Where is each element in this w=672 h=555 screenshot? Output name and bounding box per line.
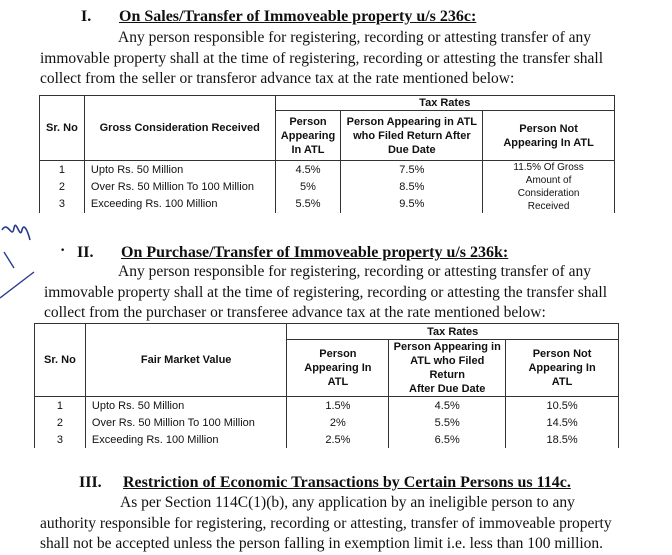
cell-late-filer: 5.5% — [389, 414, 506, 431]
section-3-line: shall not be accepted unless the person falling in exemption limit i.e. less than 100 million. — [40, 535, 604, 552]
header-late-filer: Person Appearing in ATL who Filed Return After Due Date — [389, 340, 506, 397]
cell-late-filer: 7.5% — [341, 161, 483, 179]
cell-description: Upto Rs. 50 Million — [85, 397, 287, 415]
cell-description: Exceeding Rs. 100 Million — [84, 196, 275, 213]
cell-atl: 4.5% — [275, 161, 341, 179]
section-3-title: Restriction of Economic Transactions by Certain Persons us 114c. — [123, 474, 571, 491]
header-description: Fair Market Value — [85, 324, 287, 397]
cell-srno: 1 — [35, 397, 86, 415]
header-tax-rates: Tax Rates — [287, 324, 619, 340]
header-atl: Person Appearing In ATL — [275, 111, 341, 161]
cell-late-filer: 8.5% — [341, 178, 483, 195]
header-tax-rates: Tax Rates — [275, 96, 614, 111]
section-2-heading — [77, 244, 508, 262]
cell-not-atl: 18.5% — [506, 431, 619, 448]
cell-description: Over Rs. 50 Million To 100 Million — [84, 178, 275, 195]
header-atl: Person Appearing In ATL — [287, 340, 389, 397]
cell-late-filer: 4.5% — [389, 397, 506, 415]
cell-not-atl: 10.5% — [506, 397, 619, 415]
cell-not-atl-merged: 11.5% Of Gross Amount of Consideration Received — [483, 161, 615, 214]
cell-description: Over Rs. 50 Million To 100 Million — [85, 414, 287, 431]
handwritten-margin-mark-icon — [0, 210, 40, 300]
section-1-heading — [81, 8, 476, 26]
header-not-atl: Person Not Appearing In ATL — [483, 111, 615, 161]
header-late-filer: Person Appearing in ATL who Filed Return After Due Date — [341, 111, 483, 161]
cell-late-filer: 6.5% — [389, 431, 506, 448]
section-2-line: immovable property shall at the time of registering, recording or attesting the transfer shall — [44, 283, 607, 301]
section-1-title: On Sales/Transfer of Immoveable property u/s 236c: — [119, 8, 477, 25]
section-3-paragraph — [40, 493, 620, 555]
table-row — [35, 414, 619, 431]
section-2-number: II. — [77, 244, 94, 261]
cell-description: Upto Rs. 50 Million — [84, 161, 275, 179]
bullet-dot: · — [60, 242, 66, 259]
section-1-line: immovable property shall at the time of registering, recording or attesting the transfer shall — [40, 49, 603, 67]
section-2-paragraph — [44, 262, 616, 324]
cell-srno: 3 — [40, 196, 85, 213]
section-1-line: collect from the seller or transferor advance tax at the rate mentioned below: — [40, 70, 515, 87]
cell-late-filer: 9.5% — [341, 196, 483, 213]
section-3-number: III. — [79, 474, 102, 491]
header-description: Gross Consideration Received — [84, 96, 275, 161]
cell-srno: 2 — [35, 414, 86, 431]
cell-atl: 2% — [287, 414, 389, 431]
table-row — [40, 161, 615, 179]
section-2-line: Any person responsible for registering, recording or attesting transfer of any — [118, 263, 592, 280]
section-3-heading — [79, 474, 571, 492]
section-1-paragraph — [40, 28, 612, 90]
header-not-atl: Person Not Appearing In ATL — [506, 340, 619, 397]
cell-atl: 5% — [275, 178, 341, 195]
section-2-table — [34, 323, 619, 448]
cell-srno: 3 — [35, 431, 86, 448]
section-3-line: As per Section 114C(1)(b), any application by an ineligible person to any — [120, 494, 575, 511]
section-2-line: collect from the purchaser or transferee advance tax at the rate mentioned below: — [44, 304, 546, 321]
header-srno: Sr. No — [35, 324, 86, 397]
section-3-line: authority responsible for registering, recording or attesting, transfer of immoveable property — [40, 514, 612, 532]
cell-atl: 2.5% — [287, 431, 389, 448]
section-2-title: On Purchase/Transfer of Immoveable property u/s 236k: — [121, 244, 509, 261]
cell-srno: 1 — [40, 161, 85, 179]
cell-atl: 1.5% — [287, 397, 389, 415]
cell-description: Exceeding Rs. 100 Million — [85, 431, 287, 448]
table-row — [35, 431, 619, 448]
cell-not-atl: 14.5% — [506, 414, 619, 431]
cell-atl: 5.5% — [275, 196, 341, 213]
section-1-line: Any person responsible for registering, recording or attesting transfer of any — [118, 29, 592, 46]
table-row — [35, 397, 619, 415]
cell-srno: 2 — [40, 178, 85, 195]
section-1-number: I. — [81, 8, 92, 25]
header-srno: Sr. No — [40, 96, 85, 161]
section-1-table — [39, 95, 615, 213]
